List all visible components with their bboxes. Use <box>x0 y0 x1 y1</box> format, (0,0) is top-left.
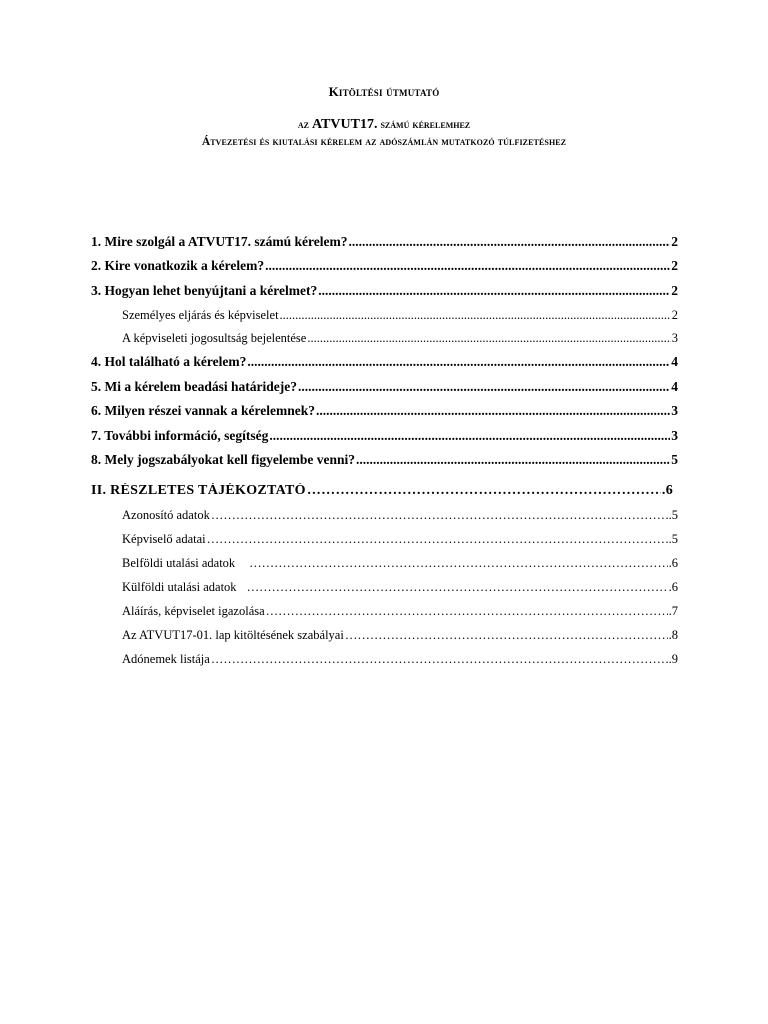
subtitle-suffix: számú kérelemhez <box>380 117 471 131</box>
dot-leader <box>247 354 670 370</box>
toc-detail-label: Képviselő adatai <box>122 532 206 546</box>
document-subtitle-line2: Átvezetési és kiutalási kérelem az adószámlán mutatkozó túlfizetéshez <box>201 136 567 148</box>
ellipsis-leader <box>249 556 667 571</box>
toc-entry-label: 5. Mi a kérelem beadási határideje? <box>91 379 297 394</box>
toc-detail-label: Azonosító adatok <box>122 508 210 522</box>
toc-entry-label: A képviseleti jogosultság bejelentése <box>122 331 307 345</box>
dot-leader <box>348 234 670 250</box>
subtitle-prefix: az <box>297 117 309 131</box>
toc-entry-2[interactable] <box>91 258 678 274</box>
toc-detail-1[interactable] <box>122 508 678 523</box>
dot-leader <box>280 308 671 323</box>
toc-entry-page: 3 <box>671 331 678 345</box>
dot-leader <box>307 331 670 346</box>
toc-detail-6[interactable] <box>122 628 678 643</box>
ellipsis-leader <box>247 580 668 595</box>
toc-detail-label: Külföldi utalási adatok <box>122 580 237 594</box>
dot-leader <box>316 403 670 419</box>
dot-leader <box>265 258 670 274</box>
toc-entry-page: 4 <box>671 379 678 394</box>
toc-section-page: .6 <box>661 483 673 498</box>
toc-entry-page: 2 <box>671 283 678 298</box>
toc-detail-page: .9 <box>668 652 678 666</box>
toc-entry-page: 2 <box>671 258 678 273</box>
dot-leader <box>356 452 670 468</box>
dot-leader <box>318 283 670 299</box>
toc-entry-label: 4. Hol található a kérelem? <box>91 354 247 369</box>
toc-entry-label: 3. Hogyan lehet benyújtani a kérelmet? <box>91 283 318 298</box>
toc-detail-label: Adónemek listája <box>122 652 210 666</box>
toc-entry-page: 3 <box>671 428 678 443</box>
toc-entry-page: 3 <box>671 403 678 418</box>
toc-subentry-3-1[interactable] <box>122 308 678 323</box>
ellipsis-leader <box>307 483 661 499</box>
toc-entry-1[interactable] <box>91 234 678 250</box>
toc-entry-8[interactable] <box>91 452 678 468</box>
dot-leader <box>298 379 670 395</box>
toc-detail-page: .6 <box>668 556 678 570</box>
toc-entry-label: 1. Mire szolgál a ATVUT17. számú kérelem? <box>91 234 348 249</box>
toc-detail-3[interactable] <box>122 556 678 571</box>
toc-entry-page: 2 <box>671 234 678 249</box>
toc-detail-label: Az ATVUT17-01. lap kitöltésének szabályai <box>122 628 344 642</box>
ellipsis-leader <box>207 532 668 547</box>
toc-detail-page: .6 <box>668 580 678 594</box>
toc-entry-label: 7. További információ, segítség <box>91 428 269 443</box>
toc-entry-4[interactable] <box>91 354 678 370</box>
form-code: ATVUT17. <box>311 117 378 132</box>
toc-entry-label: 8. Mely jogszabályokat kell figyelembe venni? <box>91 452 355 467</box>
toc-entry-label: Személyes eljárás és képviselet <box>122 308 279 322</box>
toc-section-2[interactable] <box>91 483 673 499</box>
toc-detail-5[interactable] <box>122 604 678 619</box>
toc-subentry-3-2[interactable] <box>122 331 678 346</box>
toc-entry-5[interactable] <box>91 379 678 395</box>
toc-detail-label: Aláírás, képviselet igazolása <box>122 604 265 618</box>
ellipsis-leader <box>211 652 668 667</box>
dot-leader <box>269 428 670 444</box>
toc-section-label: II. RÉSZLETES TÁJÉKOZTATÓ <box>91 483 306 498</box>
toc-entry-3[interactable] <box>91 283 678 299</box>
toc-entry-page: 5 <box>671 452 678 467</box>
toc-detail-4[interactable] <box>122 580 678 595</box>
toc-detail-2[interactable] <box>122 532 678 547</box>
ellipsis-leader <box>345 628 668 643</box>
document-subtitle <box>0 117 768 133</box>
toc-entry-6[interactable] <box>91 403 678 419</box>
ellipsis-leader <box>211 508 668 523</box>
toc-detail-page: .5 <box>668 532 678 546</box>
toc-detail-page: .8 <box>668 628 678 642</box>
document-title: Kitöltési útmutató <box>328 84 440 99</box>
toc-entry-7[interactable] <box>91 428 678 444</box>
toc-entry-label: 6. Milyen részei vannak a kérelemnek? <box>91 403 315 418</box>
toc-detail-page: .5 <box>668 508 678 522</box>
ellipsis-leader <box>266 604 668 619</box>
toc-entry-page: 2 <box>671 308 678 322</box>
toc-detail-7[interactable] <box>122 652 678 667</box>
toc-entry-label: 2. Kire vonatkozik a kérelem? <box>91 258 265 273</box>
toc-detail-label: Belföldi utalási adatok <box>122 556 236 570</box>
toc-detail-page: .7 <box>668 604 678 618</box>
toc-entry-page: 4 <box>671 354 678 369</box>
